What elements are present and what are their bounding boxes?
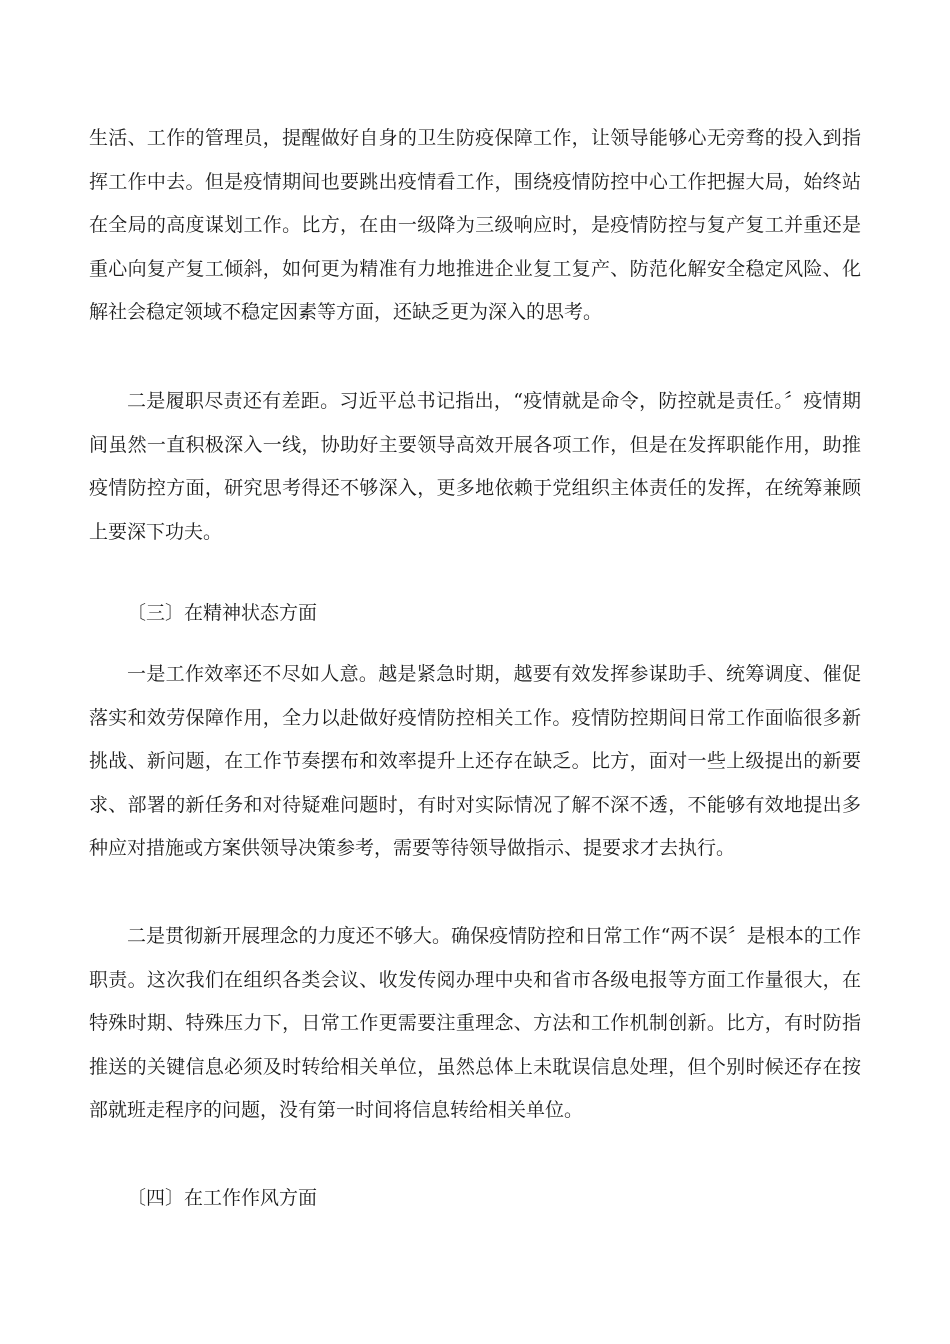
- paragraph-new-concepts: 二是贯彻新开展理念的力度还不够大。确保疫情防控和日常工作“两不误〞是根本的工作职责。这次我们在组织各类会议、收发传阅办理中央和省市各级电报等方面工作量很大，在特殊时期、特殊压力下，日常工作更需要注重理念、方法和工作机制创新。比方，有时防指推送的关键信息必须及时转给相关单位，虽然总体上未耽误信息处理，但个别时候还存在按部就班走程序的问题，没有第一时间将信息转给相关单位。: [89, 925, 861, 1122]
- paragraph-duty-gap: 二是履职尽责还有差距。习近平总书记指出，“疫情就是命令，防控就是责任。〞疫情期间虽然一直积极深入一线，协助好主要领导高效开展各项工作，但是在发挥职能作用，助推疫情防控方面，研究思考得还不够深入，更多地依赖于党组织主体责任的发挥，在统筹兼顾上要深下功夫。: [89, 390, 861, 543]
- section-heading-spirit: 〔三〕在精神状态方面: [127, 602, 318, 624]
- paragraph-work-efficiency: 一是工作效率还不尽如人意。越是紧急时期，越要有效发挥参谋助手、统筹调度、催促落实和效劳保障作用，全力以赴做好疫情防控相关工作。疫情防控期间日常工作面临很多新挑战、新问题，在工作节奏摆布和效率提升上还存在缺乏。比方，面对一些上级提出的新要求、部署的新任务和对待疑难问题时，有时对实际情况了解不深不透，不能够有效地提出多种应对措施或方案供领导决策参考，需要等待领导做指示、提要求才去执行。: [89, 663, 861, 860]
- section-heading-work-style: 〔四〕在工作作风方面: [127, 1187, 318, 1209]
- paragraph-continuation: 生活、工作的管理员，提醒做好自身的卫生防疫保障工作，让领导能够心无旁骛的投入到指挥工作中去。但是疫情期间也要跳出疫情看工作，围绕疫情防控中心工作把握大局，始终站在全局的高度谋划工作。比方，在由一级降为三级响应时，是疫情防控与复产复工并重还是重心向复产复工倾斜，如何更为精准有力地推进企业复工复产、防范化解安全稳定风险、化解社会稳定领域不稳定因素等方面，还缺乏更为深入的思考。: [89, 127, 861, 324]
